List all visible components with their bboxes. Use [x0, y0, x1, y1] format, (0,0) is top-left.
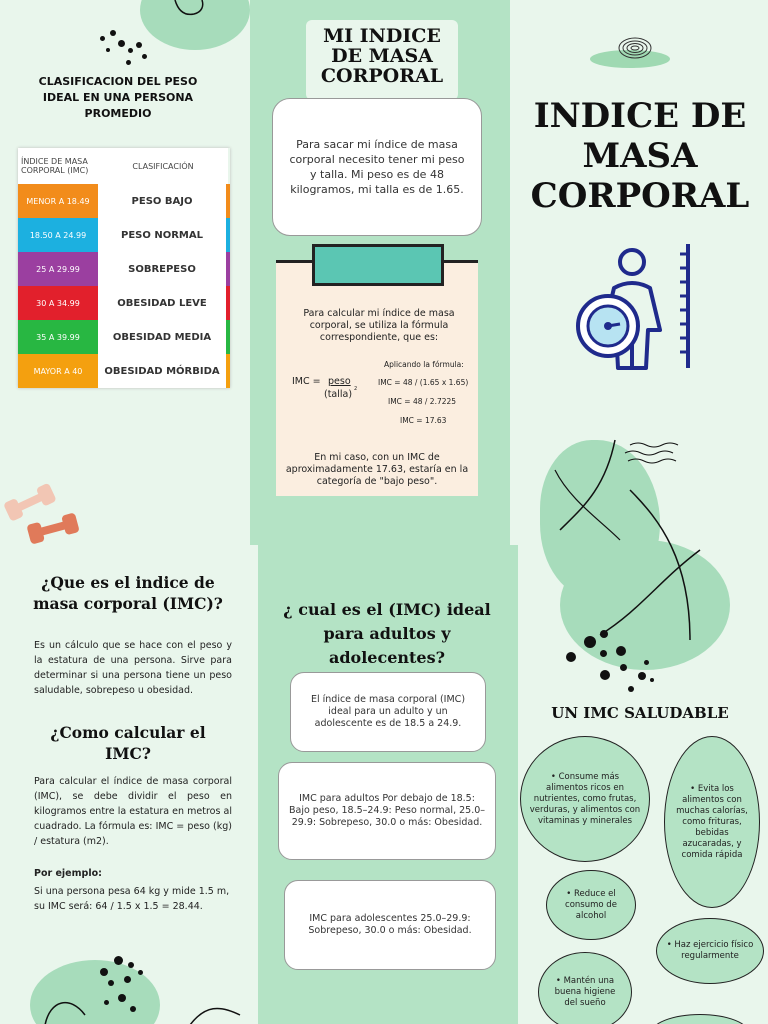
how-calc-title: ¿Como calcular el IMC?	[50, 723, 206, 763]
ideal-imc-title: ¿ cual es el (IMC) ideal para adultos y adolecentes?	[283, 600, 491, 667]
range-cell: MENOR A 18.49	[18, 184, 98, 218]
tip-calories: • Evita los alimentos con muchas calorías, como frituras, bebidas azucaradas, y comida rápida	[673, 784, 751, 861]
tip-nutrients: • Consume más alimentos ricos en nutrientes, como frutas, verduras, y alimentos con vitaminas y minerales	[529, 772, 641, 827]
tip-exercise: • Haz ejercicio físico regularmente	[665, 940, 755, 962]
intro-note	[272, 98, 482, 236]
classification-cell: OBESIDAD MEDIA	[98, 320, 228, 354]
decor-lines	[540, 420, 760, 650]
table-row	[18, 218, 228, 252]
formula-label: IMC =	[292, 376, 321, 387]
example-label: Por ejemplo:	[34, 868, 102, 879]
classification-heading: CLASIFICACION DEL PESO IDEAL EN UNA PERSONA PROMEDIO	[38, 75, 198, 120]
formula-card-tab	[312, 244, 444, 286]
imc-table	[18, 148, 230, 388]
tip-oval-calories	[664, 736, 760, 908]
healthy-imc-title: UN IMC SALUDABLE	[551, 704, 729, 722]
what-is-imc-title: ¿Que es el indice de masa corporal (IMC)?	[33, 573, 223, 613]
table-row	[18, 184, 228, 218]
fingerprint-icon	[608, 34, 662, 68]
table-header-class: CLASIFICACIÓN	[98, 148, 228, 184]
ideal-note-2-text: IMC para adultos Por debajo de 18.5: Bajo peso, 18.5–24.9: Peso normal, 25.0–29.9: Sobrepeso, 30.0 o más: Obesidad.	[289, 793, 486, 828]
ideal-note-3-text: IMC para adolescentes 25.0–29.9: Sobrepeso, 30.0 o más: Obesidad.	[308, 913, 472, 936]
tip-oval-nutrients	[520, 736, 650, 862]
formula-intro: Para calcular mi índice de masa corporal, se utiliza la fórmula correspondiente, que es:	[303, 308, 455, 343]
example-text: Si una persona pesa 64 kg y mide 1.5 m, su IMC será: 64 / 1.5 x 1.5 = 28.44.	[34, 886, 230, 912]
decor-lines	[40, 985, 260, 1024]
classification-cell: PESO NORMAL	[98, 218, 228, 252]
intro-text: Para sacar mi índice de masa corporal necesito tener mi peso y talla. Mi peso es de 48 kilogramos, mi talla es de 1.65.	[289, 138, 465, 196]
table-row	[18, 320, 228, 354]
main-title: INDICE DE MASA CORPORAL	[530, 96, 750, 216]
range-cell: 25 A 29.99	[18, 252, 98, 286]
table-row	[18, 286, 228, 320]
person-scale-icon	[574, 240, 704, 370]
tip-oval-exercise	[656, 918, 764, 984]
dumbbell-icon	[0, 480, 90, 550]
range-cell: 30 A 34.99	[18, 286, 98, 320]
table-header-range: ÍNDICE DE MASA CORPORAL (IMC)	[18, 148, 98, 184]
formula-numerator: peso	[328, 376, 351, 387]
tip-oval-sleep	[538, 952, 632, 1024]
apply-step-2: IMC = 48 / 2.7225	[388, 397, 457, 406]
classification-cell: PESO BAJO	[98, 184, 228, 218]
tip-alcohol: • Reduce el consumo de alcohol	[555, 889, 627, 922]
classification-cell: OBESIDAD MÓRBIDA	[98, 354, 228, 388]
formula-denominator: (talla)	[324, 389, 353, 400]
ideal-note-1	[290, 672, 486, 752]
range-cell: MAYOR A 40	[18, 354, 98, 388]
range-cell: 35 A 39.99	[18, 320, 98, 354]
apply-step-3: IMC = 17.63	[400, 416, 447, 425]
formula-exponent: 2	[354, 386, 358, 392]
classification-cell: OBESIDAD LEVE	[98, 286, 228, 320]
classification-cell: SOBREPESO	[98, 252, 228, 286]
apply-step-1: IMC = 48 / (1.65 x 1.65)	[378, 378, 469, 387]
what-is-imc-text: Es un cálculo que se hace con el peso y la estatura de una persona. Sirve para determinar si una persona tiene un peso saludable, sobrepeso u obesidad.	[34, 640, 232, 696]
conclusion-text: En mi caso, con un IMC de aproximadamente 17.63, estaría en la categoría de "bajo peso".	[285, 452, 469, 487]
tip-oval-partial	[650, 1014, 750, 1024]
ideal-note-3	[284, 880, 496, 970]
tip-oval-alcohol	[546, 870, 636, 940]
how-calc-text: Para calcular el índice de masa corporal (IMC), se debe dividir el peso en kilogramos entre la estatura en metros al cuadrado. La fórmula es: IMC = peso (kg) / estatura (m2).	[34, 776, 232, 847]
range-cell: 18.50 A 24.99	[18, 218, 98, 252]
mi-imc-title: MI INDICE DE MASA CORPORAL	[320, 25, 444, 87]
table-row	[18, 252, 228, 286]
apply-title: Aplicando la fórmula:	[384, 360, 464, 369]
ideal-note-2	[278, 762, 496, 860]
table-row	[18, 354, 228, 388]
decor-lines	[170, 0, 210, 20]
tip-sleep: • Mantén una buena higiene del sueño	[547, 976, 623, 1009]
ideal-note-1-text: El índice de masa corporal (IMC) ideal para un adulto y un adolescente es de 18.5 a 24.9.	[310, 694, 466, 729]
